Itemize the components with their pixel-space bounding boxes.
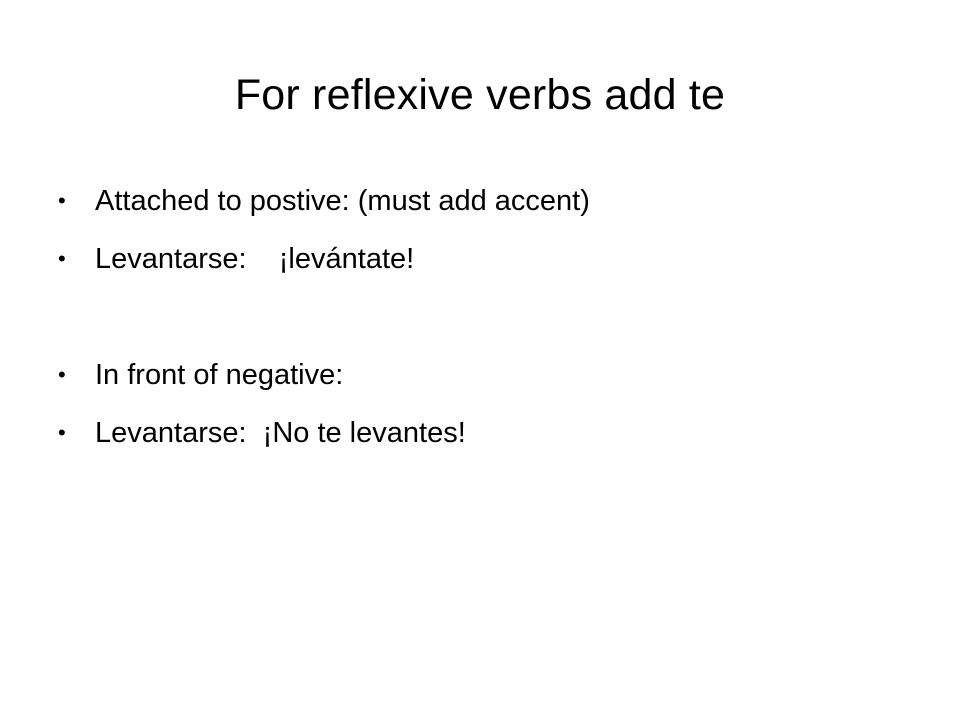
slide-title: For reflexive verbs add te xyxy=(234,71,726,119)
bullet-item xyxy=(58,404,918,462)
bullet-spacer xyxy=(58,288,918,346)
bullet-icon: • xyxy=(58,362,66,387)
bullet-icon: • xyxy=(58,420,66,445)
bullet-text: In front of negative: xyxy=(95,359,344,391)
bullet-item xyxy=(58,172,918,230)
bullet-icon: • xyxy=(58,246,66,271)
bullet-text: Levantarse: ¡No te levantes! xyxy=(95,417,466,449)
bullet-icon: • xyxy=(58,188,66,213)
bullet-item xyxy=(58,346,918,404)
bullet-item xyxy=(58,230,918,288)
bullet-text: Levantarse: ¡levántate! xyxy=(95,243,415,275)
bullet-list xyxy=(58,172,918,462)
bullet-text: Attached to postive: (must add accent) xyxy=(95,185,590,217)
